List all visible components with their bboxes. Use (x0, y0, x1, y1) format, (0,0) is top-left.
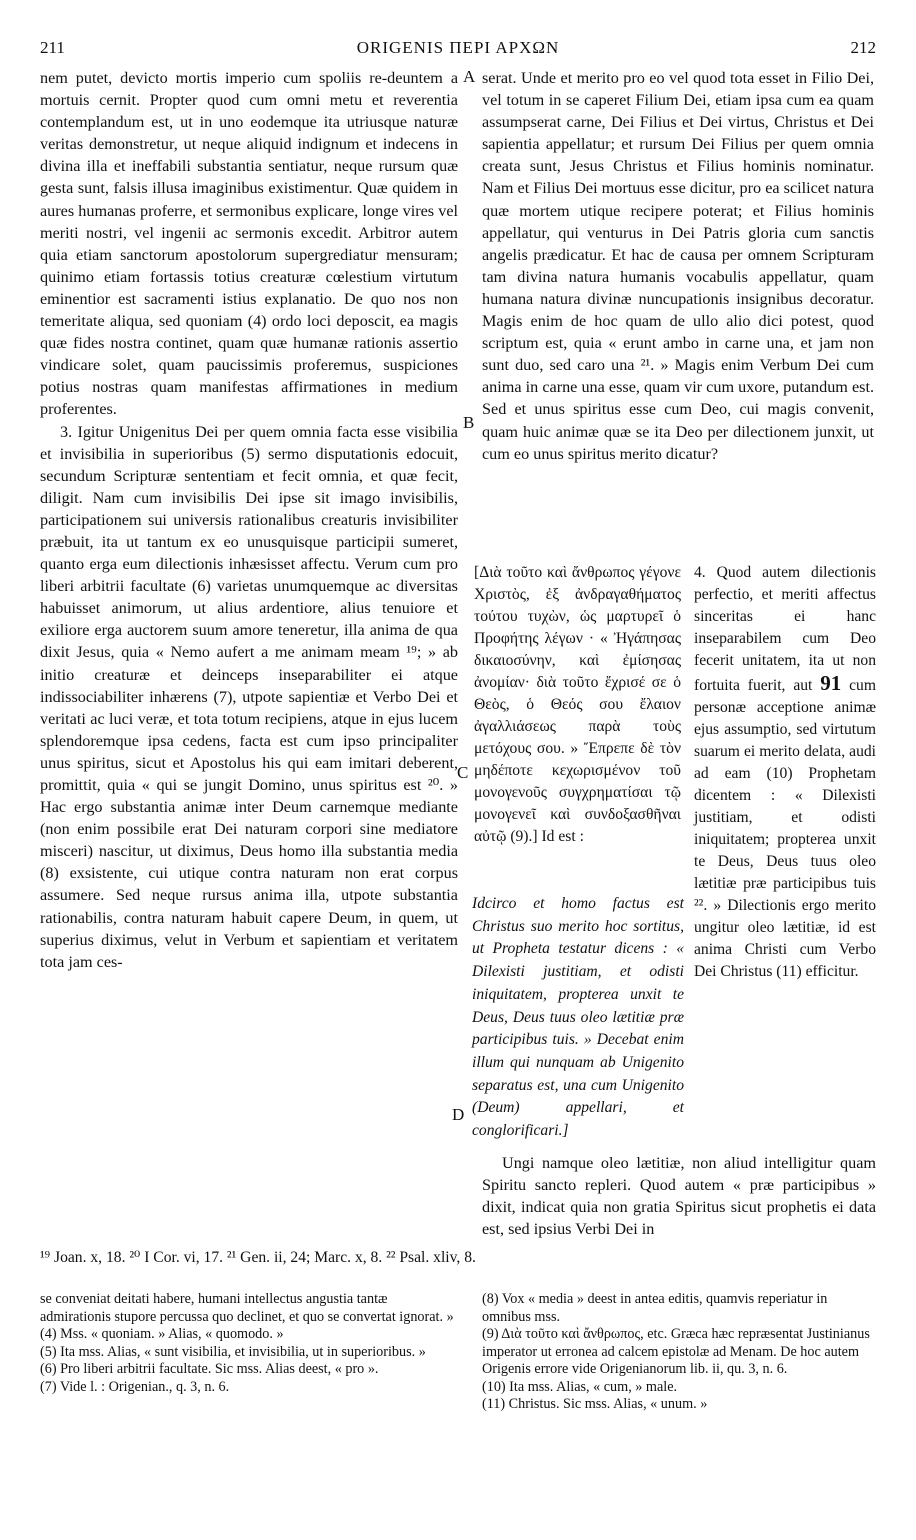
greek-fragment: [Διὰ τοῦτο καὶ ἄνθρωπος γέγονε Χριστὸς, ἐξ ἀνδραγαθήματος τούτου τυχὼν, ὡς μαρτυρεῖ ὁ Προφήτης λέγων · « Ἠγάπησας δικαιοσύνην, καὶ ἐμίσησας ἀνομίαν· διὰ τοῦτο ἔχρισέ σε ὁ Θεὸς, ὁ Θεός σου ἔλαιον ἀγαλλιάσεως παρὰ τοὺς μετόχους σου. » Ἔπρεπε δὲ τὸν μηδέποτε κεχωρισμένον τοῦ μονογενοῦς συγχρηματίσαι τῷ μονογενεῖ καὶ συνδοξασθῆναι αὐτῷ (9).] Id est : (474, 564, 681, 845)
scripture-references: ¹⁹ Joan. x, 18. ²⁰ I Cor. vi, 17. ²¹ Gen. ii, 24; Marc. x, 8. ²² Psal. xliv, 8. (40, 1249, 476, 1266)
margin-letter-c: C (457, 763, 469, 782)
footnote-left-continuation: se conveniat deitati habere, humani intellectus angustia tantæ admirationis stupore percussa quo declinet, et quo se convertat ignorat. » (40, 1291, 454, 1325)
section-4-number: 4. (694, 564, 706, 581)
footnotes-left (40, 1291, 458, 1396)
footnote-5: (5) Ita mss. Alias, « sunt visibilia, et invisibilia, ut in superioribus. » (40, 1343, 426, 1360)
section-4-text-a: Quod autem dilectionis perfectio, et meriti affectus sinceritas ei hanc inseparabilem cum Deo fecerit unitatem, ita ut non fortuita fuerit, aut (694, 564, 876, 694)
footnote-6: (6) Pro liberi arbitrii facultate. Sic mss. Alias deest, « pro ». (40, 1361, 379, 1377)
footnote-7: (7) Vide l. : Origenian., q. 3, n. 6. (40, 1378, 230, 1395)
left-paragraph-1: nem putet, devicto mortis imperio cum spoliis re-deuntem a mortuis cernit. Propter quod cum omni metu et reverentia contemplandum est, ut in uno eodemque ita utriusque naturæ veritas demonstretur, ut neque aliquid indignum et indecens in divina illa et ineffabili substantia sentiatur, neque rursum quæ gesta sunt, falsis illusa imaginibus existimentur. Quæ quidem in aures humanas proferre, et sermonibus explicare, longe vires vel meriti nostri, vel ingenii ac sermonis excedit. Arbitror autem quia etiam sanctorum apostolorum supergrediatur mensuram; quinimo etiam fortassis totius creaturæ cœlestium virtutum eminentior est sacramenti istius explanatio. De quo nos non temeritate aliqua, sed quoniam (4) ordo loci deposcit, ea magis quæ fides nostra continet, quam quæ humanæ rationis assertio vindicare solet, quam paucissimis proferemus, suspiciones potius nostras quam manifestas affirmationes in medium proferentes. (40, 69, 458, 419)
running-header (40, 38, 876, 64)
right-paragraph-end: Ungi namque oleo lætitiæ, non aliud intelligitur quam Spiritu sancto repleri. Quod autem « præ participibus » dixit, indicat quia non gratia Spiritus sicut prophetis ei data est, sed ipsius Verbi Dei in (482, 1154, 876, 1239)
margin-letter-b: B (463, 413, 475, 432)
footnote-11: (11) Christus. Sic mss. Alias, « unum. » (482, 1396, 708, 1412)
running-title: ORIGENIS ΠΕΡΙ ΑΡΧΩΝ (356, 38, 560, 57)
right-paragraph-1: serat. Unde et merito pro eo vel quod tota esset in Filio Dei, vel totum in se caperet Filium Dei, etiam ipsa cum ea quam assumpserat carne, Dei Filius et Dei virtus, Christus et Dei sapientia appellatur; et rursum Dei Filius per quem omnia creata sunt, Jesus Christus et Filius hominis nominatur. Nam et Filius Dei mortuus esse dicitur, pro ea scilicet natura quæ mortem utique recipere poterat; et Filius hominis appellatur, qui venturus in Dei Patris gloria cum sanctis angelis prædicatur. Et hac de causa per omnem Scripturam tam divina natura humanis vocabulis appellatur, quam humana natura divinæ nuncupationis insignibus decoratur. Magis enim de hoc quam de ullo alio dici potest, quod scriptum est, quia « erunt ambo in carne una, et jam non sunt duo, sed caro una ²¹. » Magis enim Verbum Dei cum anima in carne una esse, quam vir cum uxore, putandum est. Sed et unus spiritus esse cum Deo, cui magis convenit, quam huic animæ quæ se ita Deo per dilectionem junxit, ut cum eo unus spiritus merito dicatur? (482, 69, 874, 463)
latin-translation-italic (472, 893, 684, 1143)
margin-letter-d: D (452, 1105, 465, 1124)
footnote-4: (4) Mss. « quoniam. » Alias, « quomodo. » (40, 1326, 284, 1342)
page-number-right: 212 (850, 38, 876, 57)
footnote-10: (10) Ita mss. Alias, « cum, » male. (482, 1378, 678, 1395)
left-column (40, 67, 458, 973)
footnote-8: (8) Vox « media » deest in antea editis, quamvis reperiatur in omnibus mss. (482, 1291, 828, 1325)
left-paragraph-2: 3. Igitur Unigenitus Dei per quem omnia facta esse visibilia et invisibilia in superioribus (5) sermo disputationis edocuit, secundum Scripturæ sententiam et fecit omnia, et quæ fecit, diligit. Nam cum invisibilis Dei ipse sit imago invisibilis, participationem sui universis rationalibus creaturis invisibiliter præbuit, ita ut tantum ex eo unusquisque participii sumeret, quanto erga eum dilectionis inhæsisset affectu. Verum cum pro liberi arbitrii facultate (6) varietas unumquemque ac diversitas habuisset animorum, ut alius ardentiore, alius tenuiore et exiliore erga auctorem suum amore teneretur, illa anima de qua dixit Jesus, quia « Nemo aufert a me animam meam ¹⁹; » ab initio creaturæ et deinceps inseparabiliter ei atque indissociabiliter inhærens (7), utpote sapientiæ et Verbo Dei et veritati ac luci veræ, et tota totum recipiens, atque in ejus lucem splendoremque ipsa cedens, facta est cum ipso principaliter unus spiritus, sicut et Apostolus his qui eam imitari deberent, promittit, quia « qui se jungit Domino, unus spiritus est ²⁰. » Hac ergo substantia animæ inter Deum carnemque mediante (non enim possibile erat Dei naturam corpori sine mediatore misceri) nascitur, ut diximus, Deus homo illa substantia media (8) exsistente, cui utique contra naturam non erat corpus assumere. Sed neque rursus anima illa, utpote substantia rationabilis, contra naturam habuit capere Deum, in quem, ut superius diximus, velut in Verbum et sapientiam et veritatem tota jam ces- (40, 422, 458, 971)
right-column-bottom (482, 1152, 876, 1240)
page-number-left: 211 (40, 38, 65, 57)
right-column-top (482, 67, 874, 465)
latin-translation-text: Idcirco et homo factus est Christus suo merito hoc sortitus, ut Propheta testatur dicens : « Dilexisti justitiam, et odisti iniquitatem, propterea unxit te Deus, Deus tuus oleo lætitiæ præ participibus tuis. » Decebat enim illum qui nunquam ab Unigenito separatus est, una cum Unigenito (Deum) appellari, et conglorificari.] (472, 895, 684, 1140)
margin-letter-a: A (463, 67, 476, 86)
section-4-text-b: cum personæ acceptione animæ ejus assumptio, sed virtutum suarum ei merito delata, audi ad eam (10) Prophetam dicentem : « Dilexisti justitiam, et odisti iniquitatem; propterea unxit te Deus, Deus tuus oleo lætitiæ præ participibus tuis ²². » Dilectionis ergo merito ungitur oleo lætitiæ, id est anima Christi cum Verbo Dei Christus (11) efficitur. (694, 677, 876, 980)
migne-column-number: 91 (820, 671, 842, 695)
section-4 (694, 562, 876, 983)
footnotes-right (482, 1291, 876, 1414)
footnote-9: (9) Διὰ τοῦτο καὶ ἄνθρωπος, etc. Græca hæc repræsentat Justinianus imperator ut erronea ad calcem epistolæ ad Menam. De hoc autem Origenis errore vide Origenianorum lib. ii, qu. 3, n. 6. (482, 1326, 870, 1377)
